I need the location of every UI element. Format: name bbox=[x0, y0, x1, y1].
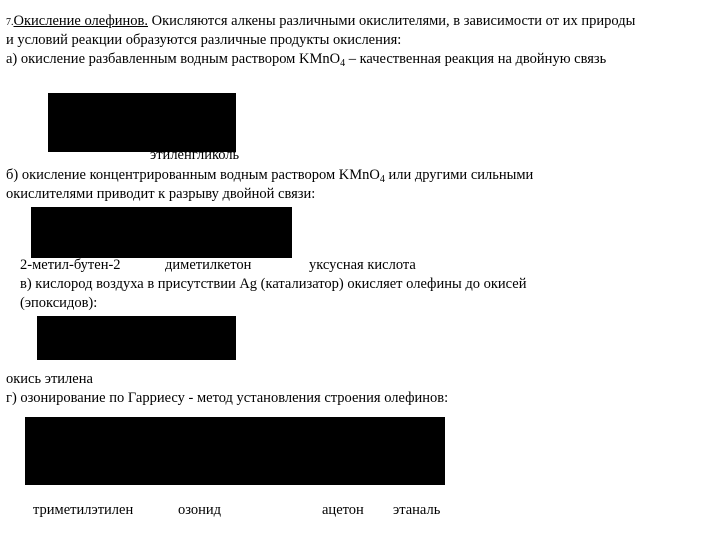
reaction-image-b bbox=[31, 207, 292, 258]
reaction-image-a bbox=[48, 93, 236, 152]
item-c-caption: окись этилена bbox=[6, 371, 93, 387]
section-heading-line bbox=[6, 12, 635, 32]
item-c-line2: (эпоксидов): bbox=[20, 295, 98, 311]
item-d-caption-3: ацетон bbox=[322, 502, 364, 518]
item-b-subscript: 4 bbox=[379, 174, 385, 185]
reaction-image-d bbox=[25, 417, 445, 485]
item-d-caption-4: этаналь bbox=[393, 502, 441, 518]
item-c-line1: в) кислород воздуха в присутствии Ag (катализатор) окисляет олефины до окисей bbox=[20, 276, 527, 292]
section-number: 7. bbox=[6, 17, 14, 28]
item-b-line1 bbox=[6, 166, 533, 184]
item-a-text-before: а) окисление разбавленным водным раствором KMnO bbox=[6, 51, 341, 67]
item-a-subscript: 4 bbox=[340, 58, 346, 69]
item-b-caption-3: уксусная кислота bbox=[309, 257, 416, 273]
reaction-image-c bbox=[37, 316, 236, 360]
item-b-caption-1: 2-метил-бутен-2 bbox=[20, 257, 121, 273]
item-a-text bbox=[6, 50, 606, 68]
section-intro-line2 bbox=[6, 31, 401, 49]
item-d-caption-1: триметилэтилен bbox=[33, 502, 134, 518]
item-a-caption: этиленгликоль bbox=[150, 147, 240, 163]
item-b-line2: окислителями приводит к разрыву двойной связи: bbox=[6, 186, 316, 202]
item-a-text-after: – качественная реакция на двойную связь bbox=[345, 51, 607, 67]
item-b-line1-before: б) окисление концентрированным водным раствором KMnO bbox=[6, 167, 380, 183]
item-b-line1-after: или другими сильными bbox=[384, 167, 534, 183]
item-d-line1: г) озонирование по Гарриесу - метод установления строения олефинов: bbox=[6, 390, 449, 406]
item-b-caption-2: диметилкетон bbox=[165, 257, 252, 273]
section-title: Окисление олефинов. bbox=[13, 13, 149, 29]
item-d-caption-2: озонид bbox=[178, 502, 222, 518]
section-intro-part2: и условий реакции образуются различные продукты окисления: bbox=[6, 32, 402, 48]
section-intro-part1: Окисляются алкены различными окислителями, в зависимости от их природы bbox=[148, 13, 636, 29]
